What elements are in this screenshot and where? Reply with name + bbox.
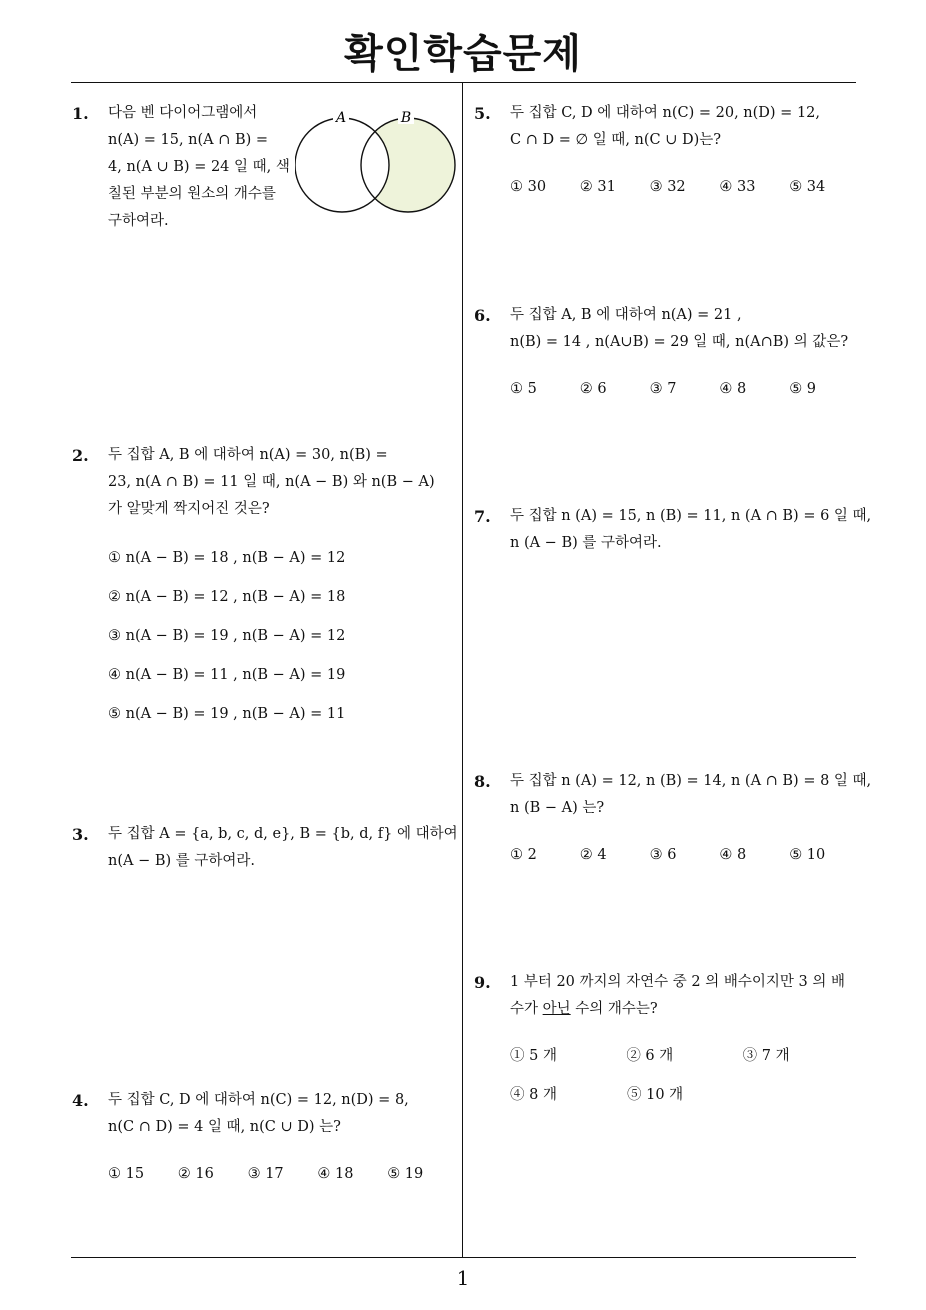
question-number: 3. [72, 825, 89, 844]
answer-option[interactable]: ④ 33 [719, 179, 756, 195]
question-3 [72, 821, 457, 875]
question-number: 4. [72, 1091, 89, 1110]
question-text [510, 996, 859, 1023]
answer-option[interactable]: ② 16 [177, 1166, 214, 1182]
answer-option[interactable]: ⑤ 34 [789, 179, 826, 195]
question-number: 8. [474, 772, 491, 791]
question-text: 구하여라. [108, 213, 169, 229]
question-number: 5. [474, 104, 491, 123]
answer-option[interactable]: ③ 7 [649, 381, 677, 397]
answer-option[interactable]: ⑤ 19 [387, 1166, 424, 1182]
question-text: 다음 벤 다이어그램에서 [108, 105, 258, 121]
answer-option[interactable]: ③ 32 [649, 179, 686, 195]
column-divider [462, 83, 463, 1257]
question-text: 1 부터 20 까지의 자연수 중 2 의 배수이지만 3 의 배 [510, 974, 845, 990]
question-text: 두 집합 A, B 에 대하여 n(A) = 21 , [510, 307, 742, 323]
answer-option[interactable]: ① n(A − B) = 18 , n(B − A) = 12 [108, 550, 346, 566]
question-9 [474, 969, 859, 1109]
question-2 [72, 442, 457, 728]
answer-option[interactable]: ⑤ n(A − B) = 19 , n(B − A) = 11 [108, 706, 346, 722]
question-text: 가 알맞게 짝지어진 것은? [108, 501, 270, 517]
page-title: 확인학습문제 [344, 31, 582, 77]
question-text: 두 집합 n (A) = 12, n (B) = 14, n (A ∩ B) = 8 일 때, [510, 773, 872, 789]
question-text: 4, n(A ∪ B) = 24 일 때, 색 [108, 159, 290, 175]
question-text: n(A − B) 를 구하여라. [108, 853, 256, 869]
answer-option[interactable]: ③ 7 개 [742, 1048, 790, 1064]
bottom-rule [71, 1257, 856, 1258]
question-number: 6. [474, 306, 491, 325]
answer-option[interactable]: ② 4 [579, 847, 607, 863]
answer-option[interactable]: ③ 6 [649, 847, 677, 863]
answer-option[interactable]: ④ 8 [719, 381, 747, 397]
top-rule [71, 82, 856, 83]
question-text: 칠된 부분의 원소의 개수를 [108, 186, 276, 202]
question-text: C ∩ D = ∅ 일 때, n(C ∪ D)는? [510, 132, 722, 148]
answer-option[interactable]: ④ 8 [719, 847, 747, 863]
answer-option[interactable]: ⑤ 9 [789, 381, 817, 397]
answer-option[interactable]: ④ n(A − B) = 11 , n(B − A) = 19 [108, 667, 346, 683]
answer-option[interactable]: ① 5 [510, 381, 537, 397]
question-number: 2. [72, 446, 89, 465]
answer-option[interactable]: ③ 17 [247, 1166, 284, 1182]
question-7 [474, 503, 872, 557]
page-number: 1 [456, 1266, 470, 1290]
question-text-part: 수가 [510, 1001, 543, 1017]
answer-option[interactable]: ⑤ 10 [789, 847, 826, 863]
question-text: n (B − A) 는? [510, 800, 605, 816]
question-1 [72, 100, 292, 235]
answer-option[interactable]: ① 30 [510, 179, 547, 195]
question-8 [474, 768, 872, 869]
underlined-word: 아닌 [542, 1001, 571, 1017]
question-4 [72, 1087, 457, 1188]
question-number: 7. [474, 507, 491, 526]
question-text: n(C ∩ D) = 4 일 때, n(C ∪ D) 는? [108, 1119, 341, 1135]
answer-option[interactable]: ③ n(A − B) = 19 , n(B − A) = 12 [108, 628, 346, 644]
question-text: n(B) = 14 , n(A∪B) = 29 일 때, n(A∩B) 의 값은? [510, 334, 849, 350]
question-text: 두 집합 C, D 에 대하여 n(C) = 20, n(D) = 12, [510, 105, 821, 121]
venn-diagram [295, 105, 460, 220]
question-5 [474, 100, 859, 201]
answer-option[interactable]: ⑤ 10 개 [627, 1087, 684, 1103]
question-text: 두 집합 A = {a, b, c, d, e}, B = {b, d, f} 에 대하여 [108, 826, 458, 842]
venn-label-b: B [400, 110, 412, 126]
question-text: 두 집합 n (A) = 15, n (B) = 11, n (A ∩ B) = 6 일 때, [510, 508, 872, 524]
answer-option[interactable]: ① 2 [510, 847, 537, 863]
question-text: 23, n(A ∩ B) = 11 일 때, n(A − B) 와 n(B − A) [108, 474, 435, 490]
question-6 [474, 302, 859, 403]
answer-option[interactable]: ④ 8 개 [510, 1087, 557, 1103]
question-text: n (A − B) 를 구하여라. [510, 535, 662, 551]
question-text-part: 수의 개수는? [570, 1001, 658, 1017]
answer-option[interactable]: ② n(A − B) = 12 , n(B − A) = 18 [108, 589, 346, 605]
answer-option[interactable]: ① 15 [108, 1166, 145, 1182]
answer-option[interactable]: ① 5 개 [510, 1048, 557, 1064]
question-text: 두 집합 A, B 에 대하여 n(A) = 30, n(B) = [108, 447, 388, 463]
question-text: 두 집합 C, D 에 대하여 n(C) = 12, n(D) = 8, [108, 1092, 409, 1108]
venn-label-a: A [335, 110, 347, 126]
answer-option[interactable]: ② 6 개 [626, 1048, 674, 1064]
answer-option[interactable]: ④ 18 [317, 1166, 354, 1182]
answer-option[interactable]: ② 6 [579, 381, 607, 397]
question-number: 1. [72, 104, 89, 123]
question-text: n(A) = 15, n(A ∩ B) = [108, 132, 269, 148]
answer-option[interactable]: ② 31 [579, 179, 616, 195]
question-number: 9. [474, 973, 491, 992]
